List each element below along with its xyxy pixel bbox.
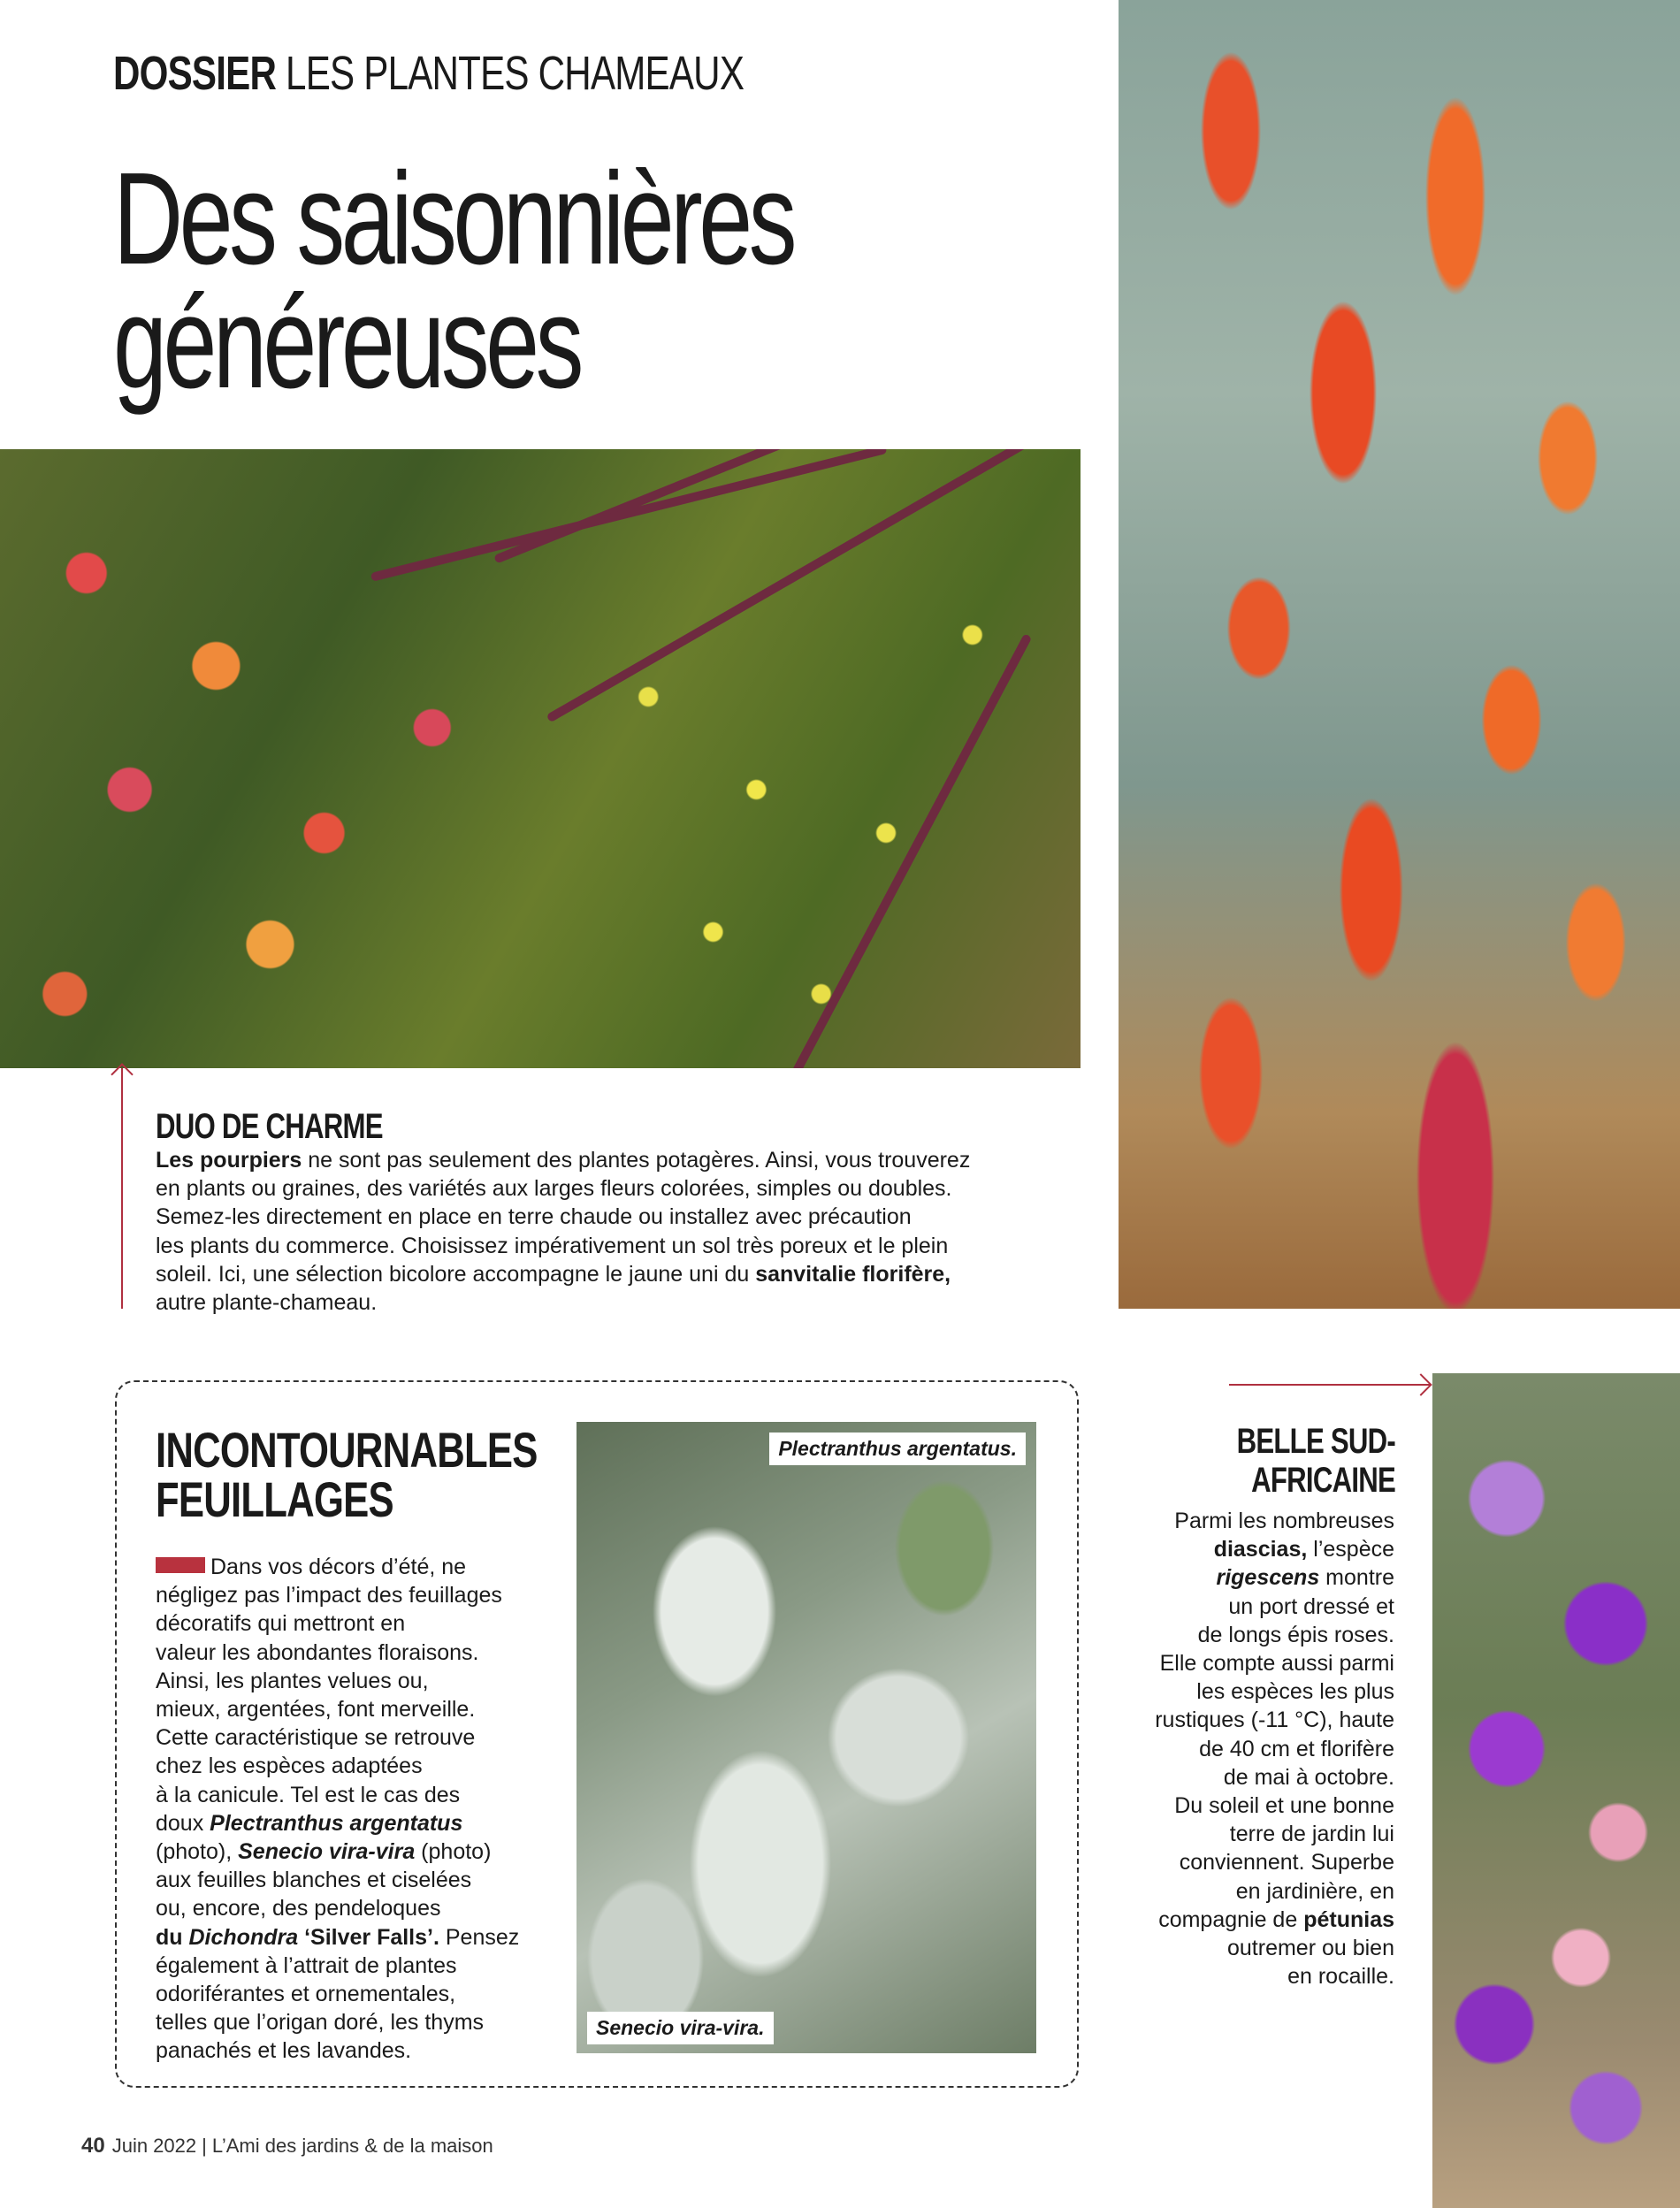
- sa-bold: diascias,: [1213, 1537, 1308, 1562]
- caption-pointer-line: [1229, 1384, 1431, 1386]
- sa-text: l’espèce: [1307, 1537, 1394, 1562]
- page-title: [113, 146, 794, 416]
- duo-line: [156, 1146, 1066, 1174]
- publication-name: L’Ami des jardins & de la maison: [211, 2135, 493, 2157]
- kicker-bold: DOSSIER: [113, 47, 277, 100]
- photo-diascia: [1432, 1373, 1680, 2208]
- box-bold: du: [156, 1924, 189, 1950]
- box-line: ou, encore, des pendeloques: [156, 1896, 441, 1921]
- duo-line: autre plante-chameau.: [156, 1290, 378, 1316]
- box-line: mieux, argentées, font merveille.: [156, 1697, 476, 1723]
- sa-line: de longs épis roses.: [1197, 1622, 1394, 1647]
- box-title: [156, 1422, 538, 1527]
- sa-text: compagnie de: [1158, 1906, 1304, 1932]
- box-line: odoriférantes et ornementales,: [156, 1982, 456, 2007]
- box-line: telles que l’origan doré, les thyms: [156, 2010, 485, 2036]
- sa-line: rustiques (-11 °C), haute: [1155, 1708, 1394, 1733]
- box-line: valeur les abondantes floraisons.: [156, 1639, 479, 1665]
- caption-pointer-line: [121, 1068, 123, 1309]
- box-line: [156, 1837, 562, 1866]
- duo-text: ne sont pas seulement des plantes potagères. Ainsi, vous trouverez: [302, 1148, 971, 1173]
- box-line: à la canicule. Tel est le cas des: [156, 1782, 461, 1807]
- sa-line: conviennent. Superbe: [1179, 1850, 1394, 1876]
- box-line: Ainsi, les plantes velues ou,: [156, 1668, 429, 1693]
- box-line: [156, 1923, 562, 1952]
- caption-pointer-arrow: [1409, 1373, 1432, 1395]
- sa-line: de 40 cm et florifère: [1199, 1736, 1394, 1761]
- box-line: Cette caractéristique se retrouve: [156, 1725, 476, 1751]
- sa-title-line-1: BELLE SUD-: [1236, 1422, 1395, 1461]
- sa-line: un port dressé et: [1228, 1593, 1394, 1619]
- page-number: 40: [81, 2134, 105, 2158]
- duo-bold: sanvitalie florifère,: [755, 1261, 951, 1287]
- sa-line: [1076, 1906, 1394, 1934]
- duo-bold: Les pourpiers: [156, 1148, 302, 1173]
- box-paragraph: [156, 1553, 562, 2066]
- sa-line: [1076, 1535, 1394, 1563]
- box-species: Senecio vira-vira: [238, 1839, 416, 1865]
- box-line: décoratifs qui mettront en: [156, 1611, 406, 1637]
- box-text: (photo),: [156, 1839, 239, 1865]
- duo-paragraph: [156, 1146, 1066, 1317]
- sa-line: outremer ou bien: [1226, 1936, 1394, 1961]
- box-text: Pensez: [439, 1924, 520, 1950]
- box-title-line-2: FEUILLAGES: [156, 1471, 393, 1527]
- title-line-2: généreuses: [113, 270, 580, 416]
- box-title-line-1: INCONTOURNABLES: [156, 1422, 538, 1478]
- sa-text: montre: [1319, 1565, 1394, 1591]
- box-species: Dichondra: [188, 1924, 299, 1950]
- box-line: aux feuilles blanches et ciselées: [156, 1868, 472, 1893]
- sa-line: les espèces les plus: [1196, 1679, 1394, 1705]
- box-line: panachés et les lavandes.: [156, 2038, 412, 2064]
- sa-line: [1076, 1563, 1394, 1592]
- duo-text: soleil. Ici, une sélection bicolore accompagne le jaune uni du: [156, 1261, 756, 1287]
- box-bold: ‘Silver Falls’.: [298, 1924, 439, 1950]
- photo-silver-foliage: [577, 1422, 1036, 2053]
- red-marker: [156, 1557, 205, 1573]
- duo-title: DUO DE CHARME: [156, 1107, 383, 1146]
- sa-line: en jardinière, en: [1235, 1878, 1394, 1904]
- sa-title: [1237, 1422, 1395, 1500]
- sa-species: rigescens: [1216, 1565, 1320, 1591]
- box-text: Dans vos décors d’été, ne: [210, 1555, 467, 1579]
- photo-flowers-orange: [1119, 0, 1680, 1309]
- sa-line: de mai à octobre.: [1223, 1764, 1394, 1790]
- box-line: également à l’attrait de plantes: [156, 1952, 457, 1978]
- sa-line: en rocaille.: [1287, 1964, 1394, 1990]
- sa-title-line-2: AFRICAINE: [1251, 1461, 1395, 1500]
- sa-line: Parmi les nombreuses: [1174, 1509, 1394, 1533]
- sa-line: Elle compte aussi parmi: [1159, 1651, 1394, 1677]
- box-line: chez les espèces adaptées: [156, 1753, 423, 1779]
- duo-line: en plants ou graines, des variétés aux larges fleurs colorées, simples ou doubles.: [156, 1176, 952, 1202]
- duo-line: Semez-les directement en place en terre chaude ou installez avec précaution: [156, 1204, 912, 1230]
- duo-line: les plants du commerce. Choisissez impérativement un sol très poreux et le plein: [156, 1233, 949, 1258]
- photo-grass-blade: [792, 633, 1033, 1068]
- box-species: Plectranthus argentatus: [210, 1810, 463, 1836]
- sa-line: terre de jardin lui: [1229, 1822, 1394, 1847]
- section-kicker: [113, 46, 744, 101]
- issue-date: Juin 2022: [111, 2135, 197, 2157]
- sa-paragraph: [1076, 1507, 1394, 1990]
- duo-line: [156, 1260, 1066, 1288]
- footer-separator: |: [202, 2135, 207, 2157]
- sa-bold: pétunias: [1303, 1906, 1394, 1932]
- box-line: [156, 1553, 562, 1581]
- box-text: (photo): [415, 1839, 492, 1865]
- page-footer: [81, 2134, 493, 2158]
- caption-senecio: Senecio vira-vira.: [587, 2012, 774, 2044]
- photo-pourpiers: [0, 449, 1081, 1068]
- caption-plectranthus: Plectranthus argentatus.: [769, 1433, 1026, 1465]
- kicker-rest: LES PLANTES CHAMEAUX: [286, 47, 745, 100]
- title-line-1: Des saisonnières: [113, 146, 794, 292]
- box-text: doux: [156, 1810, 210, 1836]
- sa-line: Du soleil et une bonne: [1174, 1793, 1394, 1819]
- box-line: négligez pas l’impact des feuillages: [156, 1583, 502, 1608]
- box-line: [156, 1809, 562, 1837]
